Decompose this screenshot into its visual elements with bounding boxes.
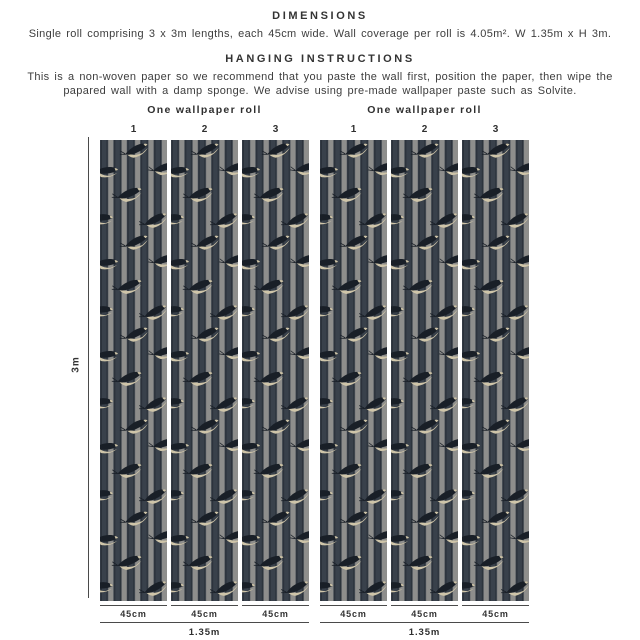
roll-height-label: 3m (70, 356, 82, 373)
strip-number: 3 (492, 124, 499, 135)
strip-number: 1 (130, 124, 137, 135)
dimensions-body: Single roll comprising 3 x 3m lengths, each 45cm wide. Wall coverage per roll is 4.05m². W 1.35m x H 3m. (28, 28, 612, 40)
hanging-instructions-heading: HANGING INSTRUCTIONS (225, 53, 415, 65)
wallpaper-roll-diagram-2 (320, 104, 529, 638)
strip-width-measure (100, 605, 167, 619)
wallpaper-strip-image (242, 140, 309, 601)
height-measure-line (88, 137, 89, 598)
hanging-instructions-section (0, 53, 640, 98)
strip-width-measure (391, 605, 458, 619)
strip-number: 2 (201, 124, 208, 135)
strip-width-label: 45cm (191, 609, 218, 619)
wallpaper-strip-image (320, 140, 387, 601)
strip-column-1 (320, 123, 387, 619)
roll-width-label: 1.35m (188, 627, 221, 638)
strip-column-1 (100, 123, 167, 619)
dimensions-heading: DIMENSIONS (272, 10, 368, 22)
strip-width-label: 45cm (120, 609, 147, 619)
strip-width-label: 45cm (411, 609, 438, 619)
strip-width-measure (462, 605, 529, 619)
roll-width-measure (100, 622, 309, 638)
wallpaper-strip-image (100, 140, 167, 601)
hanging-instructions-body: This is a non-woven paper so we recommend that you paste the wall first, position the paper, then wipe the papared wall with a damp sponge. We advise using pre-made wallpaper paste such as Solvite. (27, 71, 613, 97)
strip-column-2 (171, 123, 238, 619)
wallpaper-strip-image (171, 140, 238, 601)
strips-row (100, 123, 309, 619)
strip-width-label: 45cm (340, 609, 367, 619)
strip-width-measure (320, 605, 387, 619)
strip-width-label: 45cm (482, 609, 509, 619)
roll-diagram-title: One wallpaper roll (147, 104, 262, 116)
roll-width-label: 1.35m (408, 627, 441, 638)
strip-number: 2 (421, 124, 428, 135)
strip-width-measure (242, 605, 309, 619)
roll-width-measure (320, 622, 529, 638)
strip-width-label: 45cm (262, 609, 289, 619)
wallpaper-roll-diagram-1 (100, 104, 309, 638)
strip-number: 3 (272, 124, 279, 135)
strip-column-3 (242, 123, 309, 619)
wallpaper-strip-image (462, 140, 529, 601)
strips-row (320, 123, 529, 619)
strip-width-measure (171, 605, 238, 619)
wallpaper-strip-image (391, 140, 458, 601)
roll-diagram-title: One wallpaper roll (367, 104, 482, 116)
strip-column-2 (391, 123, 458, 619)
strip-column-3 (462, 123, 529, 619)
dimensions-section (0, 10, 640, 41)
strip-number: 1 (350, 124, 357, 135)
